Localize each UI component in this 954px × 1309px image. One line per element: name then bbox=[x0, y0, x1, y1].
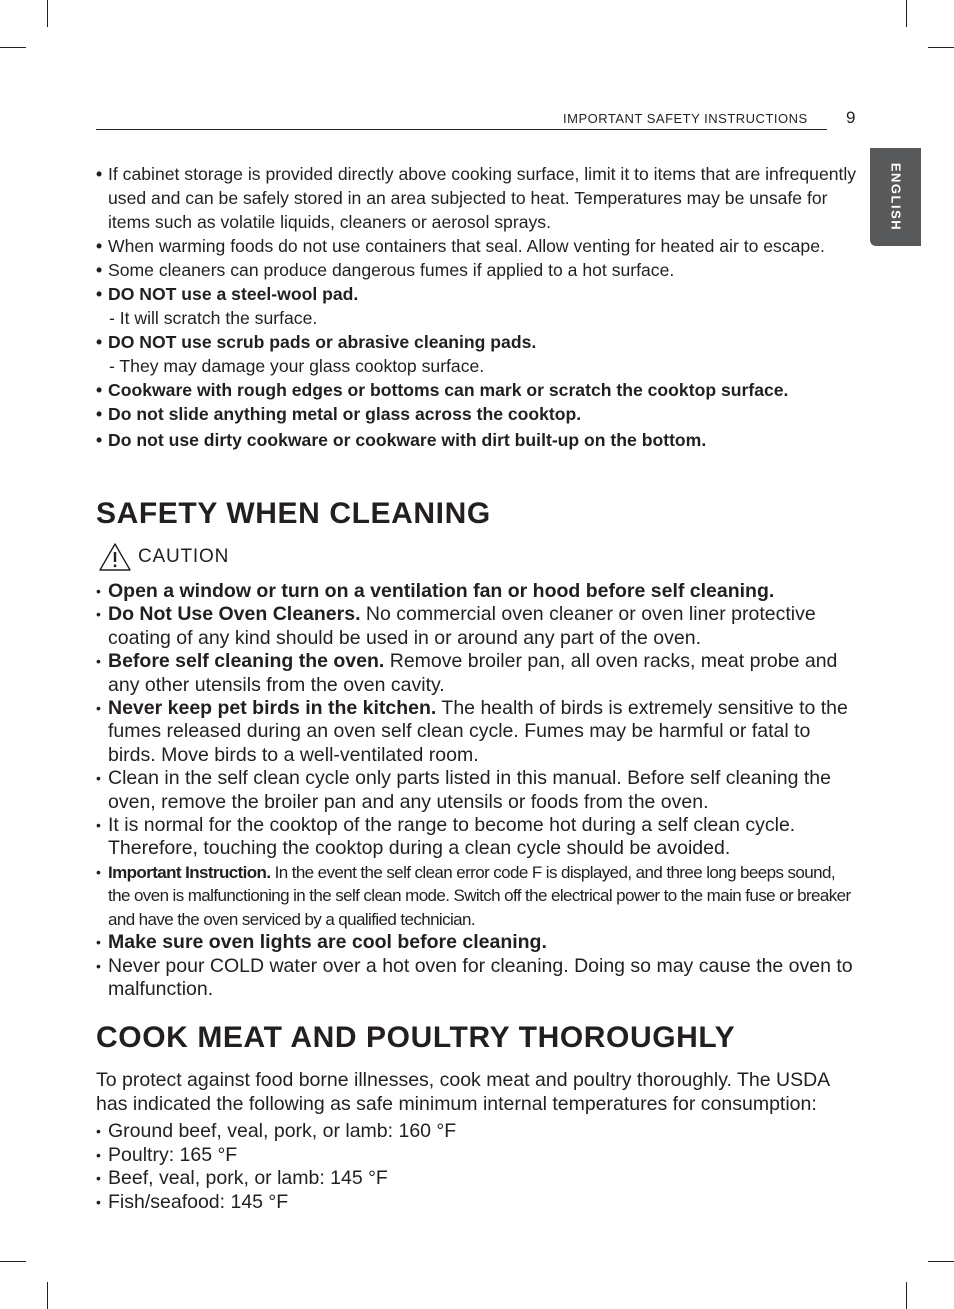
list-item: • Ground beef, veal, pork, or lamb: 160 °F bbox=[96, 1120, 860, 1144]
list-item: • Do not use dirty cookware or cookware with dirt built-up on the bottom. bbox=[96, 428, 860, 452]
warning-triangle-icon bbox=[98, 542, 132, 572]
list-subitem: - They may damage your glass cooktop surface. bbox=[109, 356, 485, 376]
list-item: • Before self cleaning the oven. Remove broiler pan, all oven racks, meat probe and any other utensils from the oven cavity. bbox=[96, 650, 860, 697]
section-heading-cook: COOK MEAT AND POULTRY THOROUGHLY bbox=[96, 1021, 736, 1054]
list-item: • Fish/seafood: 145 °F bbox=[96, 1191, 860, 1215]
list-item: • It is normal for the cooktop of the range to become hot during a self clean cycle. Therefore, touching the cooktop during a clean cycle should be avoided. bbox=[96, 814, 860, 861]
header-rule bbox=[96, 129, 827, 130]
list-item: • DO NOT use a steel-wool pad. bbox=[96, 282, 860, 306]
list-item: • Open a window or turn on a ventilation fan or hood before self cleaning. bbox=[96, 580, 860, 603]
caution-label: CAUTION bbox=[138, 546, 230, 567]
list-item: • Never keep pet birds in the kitchen. The health of birds is extremely sensitive to the fumes released during an oven self clean cycle. Fumes may be harmful or fatal to birds. Move birds to a well-ventilated room. bbox=[96, 697, 860, 767]
crop-mark bbox=[928, 47, 954, 48]
list-item: • Important Instruction. In the event the self clean error code F is displayed, and three long beeps sound, the oven is malfunctioning in the self clean mode. Switch off the electrical power to the main fuse or breaker and have the oven serviced by a qualified technician. bbox=[96, 861, 860, 931]
caution-label-row bbox=[98, 541, 229, 573]
crop-mark bbox=[0, 1261, 26, 1262]
page-number: 9 bbox=[846, 108, 856, 127]
cook-intro-paragraph: To protect against food borne illnesses, cook meat and poultry thoroughly. The USDA has indicated the following as safe minimum internal temperatures for consumption: bbox=[96, 1069, 830, 1115]
list-item: • Beef, veal, pork, or lamb: 145 °F bbox=[96, 1167, 860, 1191]
list-item: • Cookware with rough edges or bottoms can mark or scratch the cooktop surface. bbox=[96, 378, 860, 402]
list-item: • Some cleaners can produce dangerous fumes if applied to a hot surface. bbox=[96, 258, 860, 282]
list-item: • When warming foods do not use containers that seal. Allow venting for heated air to escape. bbox=[96, 234, 860, 258]
running-header: IMPORTANT SAFETY INSTRUCTIONS bbox=[563, 111, 808, 126]
list-item: • Do Not Use Oven Cleaners. No commercial oven cleaner or oven liner protective coating of any kind should be used in or around any part of the oven. bbox=[96, 603, 860, 650]
temperature-list bbox=[96, 1120, 860, 1214]
list-item: • Never pour COLD water over a hot oven for cleaning. Doing so may cause the oven to malfunction. bbox=[96, 955, 860, 1002]
cleaning-safety-list bbox=[96, 580, 860, 1001]
list-item: • Clean in the self clean cycle only parts listed in this manual. Before self cleaning the oven, remove the broiler pan and any utensils or foods from the oven. bbox=[96, 767, 860, 814]
list-item: • DO NOT use scrub pads or abrasive cleaning pads. bbox=[96, 330, 860, 354]
list-item: • Do not slide anything metal or glass across the cooktop. bbox=[96, 402, 860, 426]
crop-mark bbox=[0, 47, 26, 48]
crop-mark bbox=[906, 0, 907, 27]
language-tab bbox=[870, 148, 921, 246]
list-subitem: - It will scratch the surface. bbox=[109, 308, 318, 328]
cooktop-safety-list bbox=[96, 162, 860, 452]
crop-mark bbox=[928, 1261, 954, 1262]
list-item: • Poultry: 165 °F bbox=[96, 1144, 860, 1168]
language-tab-label: ENGLISH bbox=[888, 162, 903, 232]
section-heading-cleaning: SAFETY WHEN CLEANING bbox=[96, 497, 491, 530]
list-item: • If cabinet storage is provided directly above cooking surface, limit it to items that are infrequently used and can be safely stored in an area subjected to heat. Temperatures may be unsafe for items such as volatile liquids, cleaners or aerosol sprays. bbox=[96, 162, 860, 234]
list-item: • Make sure oven lights are cool before cleaning. bbox=[96, 931, 860, 954]
crop-mark bbox=[47, 1282, 48, 1309]
crop-mark bbox=[47, 0, 48, 27]
crop-mark bbox=[906, 1282, 907, 1309]
